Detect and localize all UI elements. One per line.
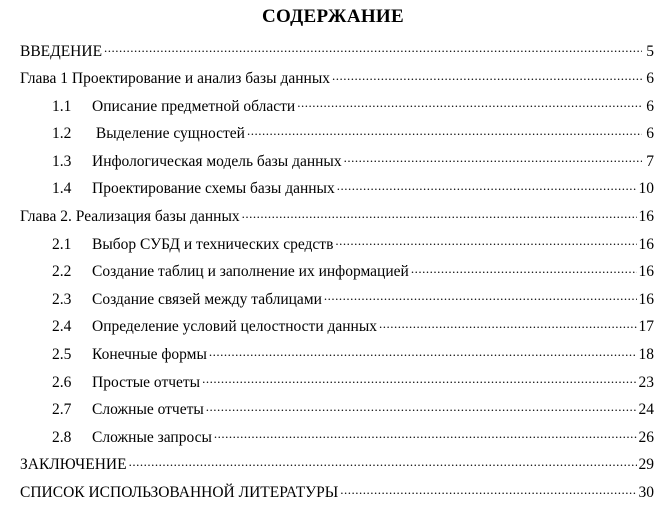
toc-entry-label: ВВЕДЕНИЕ	[20, 42, 103, 60]
toc-entry-page: 10	[638, 180, 654, 198]
toc-entry-2-3	[20, 288, 654, 316]
toc-entry-2-8	[20, 426, 654, 454]
toc-entry-chapter-1	[20, 68, 654, 96]
page-title: СОДЕРЖАНИЕ	[262, 6, 404, 27]
toc-entry-number: 1.2	[52, 125, 72, 143]
toc-entry-introduction	[20, 40, 654, 68]
toc-entry-number: 2.6	[52, 373, 72, 391]
leader-dots	[242, 206, 637, 222]
toc-entry-label: Описание предметной области	[92, 97, 296, 115]
toc-entry-2-5	[20, 344, 654, 372]
toc-entry-2-6	[20, 371, 654, 399]
toc-entry-page: 16	[638, 263, 654, 281]
toc-entry-number: 2.8	[52, 428, 72, 446]
toc-entry-number: 2.1	[52, 235, 72, 253]
toc-entry-number: 2.7	[52, 401, 72, 419]
toc-entry-2-4	[20, 316, 654, 344]
toc-entry-page: 6	[646, 70, 654, 88]
toc-entry-page: 5	[646, 42, 654, 60]
toc-entry-page: 7	[646, 152, 654, 170]
toc-entry-2-7	[20, 399, 654, 427]
toc-entry-page: 6	[646, 125, 654, 143]
toc-entry-label: Выделение сущностей	[92, 125, 245, 143]
toc-entry-conclusion	[20, 454, 654, 482]
toc-entry-label: Глава 1 Проектирование и анализ базы данных	[20, 70, 330, 88]
toc-entry-number: 1.3	[52, 152, 72, 170]
toc-entry-label: Инфологическая модель базы данных	[92, 152, 342, 170]
toc-entry-page: 23	[638, 373, 654, 391]
toc-entry-page: 18	[638, 346, 654, 364]
toc-entry-1-1	[20, 95, 654, 123]
toc-entry-number: 1.1	[52, 97, 72, 115]
toc-entry-1-2	[20, 123, 654, 151]
toc-entry-1-3	[20, 150, 654, 178]
toc-entry-page: 16	[638, 208, 654, 226]
leader-dots	[206, 399, 637, 415]
leader-dots	[337, 178, 637, 194]
leader-dots	[335, 233, 636, 249]
toc-entry-references	[20, 482, 654, 510]
toc-entry-number: 2.3	[52, 290, 72, 308]
toc-entry-number: 2.5	[52, 346, 72, 364]
leader-dots	[209, 344, 637, 360]
toc-entry-label: Проектирование схемы базы данных	[92, 180, 335, 198]
toc-entry-label: ЗАКЛЮЧЕНИЕ	[20, 456, 127, 474]
leader-dots	[247, 123, 642, 139]
toc-entry-page: 16	[638, 290, 654, 308]
toc-entry-label: Создание таблиц и заполнение их информацией	[92, 263, 409, 281]
leader-dots	[340, 482, 636, 498]
leader-dots	[214, 426, 637, 442]
toc-entry-number: 2.4	[52, 318, 72, 336]
leader-dots	[202, 371, 636, 387]
toc-entry-number: 1.4	[52, 180, 72, 198]
toc-entry-label: Сложные отчеты	[92, 401, 204, 419]
toc-entry-label: Простые отчеты	[92, 373, 201, 391]
toc-entry-page: 17	[638, 318, 654, 336]
toc-entry-label: СПИСОК ИСПОЛЬЗОВАННОЙ ЛИТЕРАТУРЫ	[20, 484, 339, 501]
leader-dots	[297, 95, 642, 111]
toc-entry-page: 16	[638, 235, 654, 253]
toc-entry-chapter-2	[20, 206, 654, 234]
toc-entry-2-2	[20, 261, 654, 289]
toc-entry-page: 24	[638, 401, 654, 419]
leader-dots	[104, 40, 642, 56]
toc-entry-label: Конечные формы	[92, 346, 207, 364]
toc-entry-label: Выбор СУБД и технических средств	[92, 235, 334, 253]
table-of-contents	[20, 40, 654, 509]
toc-entry-page: 26	[638, 428, 654, 446]
toc-entry-page: 30	[638, 484, 654, 501]
toc-entry-page: 29	[638, 456, 654, 474]
toc-entry-page: 6	[646, 97, 654, 115]
leader-dots	[411, 261, 637, 277]
toc-entry-label: Сложные запросы	[92, 428, 212, 446]
toc-entry-1-4	[20, 178, 654, 206]
toc-entry-label: Создание связей между таблицами	[92, 290, 322, 308]
toc-entry-label: Определение условий целостности данных	[92, 318, 378, 336]
leader-dots	[344, 150, 642, 166]
toc-entry-2-1	[20, 233, 654, 261]
leader-dots	[129, 454, 637, 470]
leader-dots	[379, 316, 636, 332]
toc-entry-label: Глава 2. Реализация базы данных	[20, 208, 240, 226]
toc-entry-number: 2.2	[52, 263, 72, 281]
leader-dots	[332, 68, 642, 84]
leader-dots	[324, 288, 637, 304]
